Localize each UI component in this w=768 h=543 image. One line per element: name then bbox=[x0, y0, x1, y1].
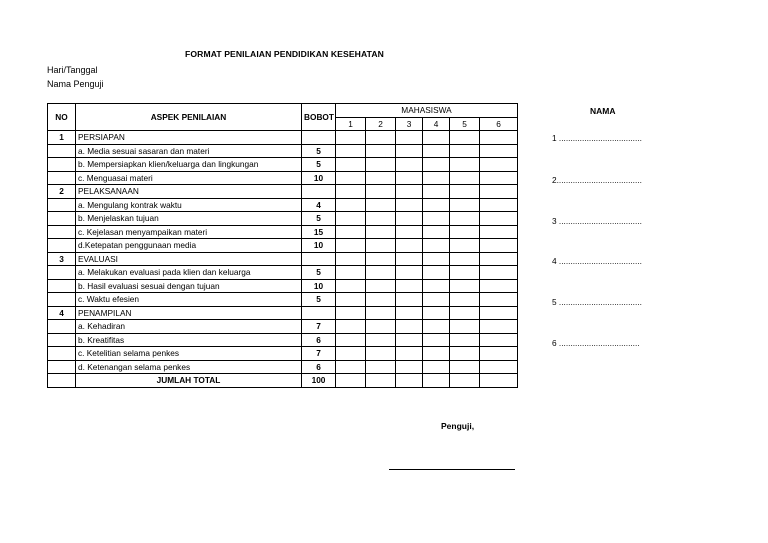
bobot-value: 5 bbox=[302, 266, 336, 280]
aspek-item: c. Menguasai materi bbox=[76, 171, 302, 185]
col-aspek-header: ASPEK PENILAIAN bbox=[76, 104, 302, 131]
score-cell[interactable] bbox=[396, 239, 423, 253]
aspek-item: a. Kehadiran bbox=[76, 320, 302, 334]
score-cell[interactable] bbox=[366, 333, 396, 347]
row-no bbox=[48, 198, 76, 212]
row-no: 4 bbox=[48, 306, 76, 320]
score-cell[interactable] bbox=[396, 198, 423, 212]
score-cell[interactable] bbox=[423, 198, 450, 212]
score-cell[interactable] bbox=[336, 225, 366, 239]
total-value: 100 bbox=[302, 374, 336, 388]
total-score-cell[interactable] bbox=[480, 374, 518, 388]
row-no bbox=[48, 293, 76, 307]
score-cell[interactable] bbox=[396, 171, 423, 185]
page-title: FORMAT PENILAIAN PENDIDIKAN KESEHATAN bbox=[185, 49, 384, 59]
bobot-value: 5 bbox=[302, 212, 336, 226]
nama-line[interactable]: 2..................................... bbox=[552, 175, 642, 185]
aspek-item: a. Mengulang kontrak waktu bbox=[76, 198, 302, 212]
assessment-table bbox=[47, 103, 518, 388]
total-score-cell[interactable] bbox=[423, 374, 450, 388]
score-cell[interactable] bbox=[423, 293, 450, 307]
score-cell[interactable] bbox=[366, 185, 396, 199]
score-cell[interactable] bbox=[336, 347, 366, 361]
table-row bbox=[48, 225, 518, 239]
bobot-value: 10 bbox=[302, 279, 336, 293]
score-cell[interactable] bbox=[480, 347, 518, 361]
row-no bbox=[48, 347, 76, 361]
score-cell[interactable] bbox=[450, 360, 480, 374]
aspek-item: b. Menjelaskan tujuan bbox=[76, 212, 302, 226]
score-cell[interactable] bbox=[336, 279, 366, 293]
bobot-value: 6 bbox=[302, 333, 336, 347]
section-heading: PELAKSANAAN bbox=[76, 185, 302, 199]
signature-line bbox=[389, 469, 515, 470]
score-cell[interactable] bbox=[366, 347, 396, 361]
score-cell[interactable] bbox=[336, 212, 366, 226]
score-cell[interactable] bbox=[480, 171, 518, 185]
score-cell[interactable] bbox=[366, 266, 396, 280]
bobot-value: 7 bbox=[302, 320, 336, 334]
score-cell[interactable] bbox=[366, 360, 396, 374]
nama-line[interactable]: 6 ................................... bbox=[552, 338, 640, 348]
score-cell[interactable] bbox=[423, 360, 450, 374]
score-cell[interactable] bbox=[396, 333, 423, 347]
bobot-value: 4 bbox=[302, 198, 336, 212]
table-row bbox=[48, 158, 518, 172]
aspek-item: d. Ketenangan selama penkes bbox=[76, 360, 302, 374]
bobot-value bbox=[302, 252, 336, 266]
score-cell[interactable] bbox=[480, 131, 518, 145]
table-row bbox=[48, 171, 518, 185]
bobot-value: 6 bbox=[302, 360, 336, 374]
score-cell[interactable] bbox=[423, 185, 450, 199]
student-col-header: 3 bbox=[396, 117, 423, 131]
bobot-value: 7 bbox=[302, 347, 336, 361]
score-cell[interactable] bbox=[480, 360, 518, 374]
score-cell[interactable] bbox=[480, 306, 518, 320]
aspek-item: c. Ketelitian selama penkes bbox=[76, 347, 302, 361]
score-cell[interactable] bbox=[480, 225, 518, 239]
table-header-row bbox=[48, 104, 518, 118]
row-no: 2 bbox=[48, 185, 76, 199]
score-cell[interactable] bbox=[423, 347, 450, 361]
section-heading: EVALUASI bbox=[76, 252, 302, 266]
score-cell[interactable] bbox=[336, 144, 366, 158]
score-cell[interactable] bbox=[423, 279, 450, 293]
score-cell[interactable] bbox=[366, 239, 396, 253]
score-cell[interactable] bbox=[450, 131, 480, 145]
aspek-item: a. Melakukan evaluasi pada klien dan keluarga bbox=[76, 266, 302, 280]
score-cell[interactable] bbox=[450, 320, 480, 334]
aspek-item: b. Hasil evaluasi sesuai dengan tujuan bbox=[76, 279, 302, 293]
score-cell[interactable] bbox=[396, 252, 423, 266]
score-cell[interactable] bbox=[396, 158, 423, 172]
bobot-value bbox=[302, 185, 336, 199]
score-cell[interactable] bbox=[336, 239, 366, 253]
table-row bbox=[48, 131, 518, 145]
bobot-value bbox=[302, 131, 336, 145]
section-heading: PERSIAPAN bbox=[76, 131, 302, 145]
table-row bbox=[48, 239, 518, 253]
score-cell[interactable] bbox=[396, 306, 423, 320]
score-cell[interactable] bbox=[480, 293, 518, 307]
nama-line[interactable]: 5 .................................... bbox=[552, 297, 642, 307]
table-row bbox=[48, 306, 518, 320]
score-cell[interactable] bbox=[336, 185, 366, 199]
row-no bbox=[48, 239, 76, 253]
nama-line[interactable]: 3 .................................... bbox=[552, 216, 642, 226]
col-no-header: NO bbox=[48, 104, 76, 131]
score-cell[interactable] bbox=[423, 171, 450, 185]
score-cell[interactable] bbox=[450, 252, 480, 266]
score-cell[interactable] bbox=[336, 360, 366, 374]
table-row bbox=[48, 144, 518, 158]
score-cell[interactable] bbox=[450, 198, 480, 212]
score-cell[interactable] bbox=[336, 171, 366, 185]
row-no bbox=[48, 320, 76, 334]
nama-line[interactable]: 4 .................................... bbox=[552, 256, 642, 266]
total-score-cell[interactable] bbox=[450, 374, 480, 388]
bobot-value: 10 bbox=[302, 239, 336, 253]
score-cell[interactable] bbox=[396, 320, 423, 334]
total-label: JUMLAH TOTAL bbox=[76, 374, 302, 388]
score-cell[interactable] bbox=[366, 212, 396, 226]
score-cell[interactable] bbox=[366, 144, 396, 158]
bobot-value: 15 bbox=[302, 225, 336, 239]
table-row bbox=[48, 320, 518, 334]
table-row bbox=[48, 360, 518, 374]
score-cell[interactable] bbox=[396, 293, 423, 307]
score-cell[interactable] bbox=[396, 347, 423, 361]
score-cell[interactable] bbox=[480, 212, 518, 226]
score-cell[interactable] bbox=[366, 279, 396, 293]
score-cell[interactable] bbox=[366, 171, 396, 185]
score-cell[interactable] bbox=[450, 306, 480, 320]
score-cell[interactable] bbox=[336, 252, 366, 266]
row-no bbox=[48, 212, 76, 226]
score-cell[interactable] bbox=[336, 306, 366, 320]
score-cell[interactable] bbox=[396, 212, 423, 226]
score-cell[interactable] bbox=[480, 185, 518, 199]
score-cell[interactable] bbox=[450, 185, 480, 199]
nama-line[interactable]: 1 .................................... bbox=[552, 133, 642, 143]
score-cell[interactable] bbox=[480, 279, 518, 293]
total-no-cell bbox=[48, 374, 76, 388]
score-cell[interactable] bbox=[450, 333, 480, 347]
student-col-header: 4 bbox=[423, 117, 450, 131]
row-no bbox=[48, 333, 76, 347]
table-row bbox=[48, 185, 518, 199]
student-col-header: 5 bbox=[450, 117, 480, 131]
table-row bbox=[48, 198, 518, 212]
row-no bbox=[48, 360, 76, 374]
table-row bbox=[48, 266, 518, 280]
row-no bbox=[48, 144, 76, 158]
score-cell[interactable] bbox=[336, 266, 366, 280]
score-cell[interactable] bbox=[396, 225, 423, 239]
score-cell[interactable] bbox=[450, 266, 480, 280]
score-cell[interactable] bbox=[336, 158, 366, 172]
row-no bbox=[48, 266, 76, 280]
bobot-value bbox=[302, 306, 336, 320]
row-no bbox=[48, 225, 76, 239]
score-cell[interactable] bbox=[480, 239, 518, 253]
total-row bbox=[48, 374, 518, 388]
score-cell[interactable] bbox=[480, 333, 518, 347]
score-cell[interactable] bbox=[396, 279, 423, 293]
bobot-value: 5 bbox=[302, 293, 336, 307]
total-score-cell[interactable] bbox=[366, 374, 396, 388]
score-cell[interactable] bbox=[480, 158, 518, 172]
score-cell[interactable] bbox=[423, 333, 450, 347]
table-row bbox=[48, 212, 518, 226]
table-row bbox=[48, 252, 518, 266]
table-row bbox=[48, 347, 518, 361]
row-no: 3 bbox=[48, 252, 76, 266]
col-mahasiswa-header: MAHASISWA bbox=[336, 104, 518, 118]
row-no bbox=[48, 158, 76, 172]
nama-penguji-label: Nama Penguji bbox=[47, 79, 104, 89]
score-cell[interactable] bbox=[366, 131, 396, 145]
score-cell[interactable] bbox=[450, 171, 480, 185]
aspek-item: a. Media sesuai sasaran dan materi bbox=[76, 144, 302, 158]
row-no: 1 bbox=[48, 131, 76, 145]
score-cell[interactable] bbox=[450, 212, 480, 226]
score-cell[interactable] bbox=[450, 158, 480, 172]
section-heading: PENAMPILAN bbox=[76, 306, 302, 320]
total-score-cell[interactable] bbox=[336, 374, 366, 388]
score-cell[interactable] bbox=[450, 279, 480, 293]
score-cell[interactable] bbox=[480, 320, 518, 334]
score-cell[interactable] bbox=[423, 266, 450, 280]
aspek-item: c. Kejelasan menyampaikan materi bbox=[76, 225, 302, 239]
table-row bbox=[48, 279, 518, 293]
score-cell[interactable] bbox=[366, 252, 396, 266]
aspek-item: c. Waktu efesien bbox=[76, 293, 302, 307]
nama-title: NAMA bbox=[590, 106, 616, 116]
student-col-header: 6 bbox=[480, 117, 518, 131]
score-cell[interactable] bbox=[480, 144, 518, 158]
score-cell[interactable] bbox=[480, 198, 518, 212]
score-cell[interactable] bbox=[480, 252, 518, 266]
score-cell[interactable] bbox=[450, 144, 480, 158]
score-cell[interactable] bbox=[423, 252, 450, 266]
score-cell[interactable] bbox=[396, 266, 423, 280]
score-cell[interactable] bbox=[366, 198, 396, 212]
aspek-item: d.Ketepatan penggunaan media bbox=[76, 239, 302, 253]
score-cell[interactable] bbox=[423, 212, 450, 226]
score-cell[interactable] bbox=[336, 320, 366, 334]
score-cell[interactable] bbox=[450, 225, 480, 239]
col-bobot-header: BOBOT bbox=[302, 104, 336, 131]
score-cell[interactable] bbox=[423, 131, 450, 145]
score-cell[interactable] bbox=[450, 293, 480, 307]
penguji-label: Penguji, bbox=[441, 421, 475, 431]
score-cell[interactable] bbox=[336, 131, 366, 145]
score-cell[interactable] bbox=[450, 239, 480, 253]
score-cell[interactable] bbox=[396, 131, 423, 145]
row-no bbox=[48, 279, 76, 293]
table-row bbox=[48, 333, 518, 347]
score-cell[interactable] bbox=[423, 144, 450, 158]
score-cell[interactable] bbox=[423, 320, 450, 334]
score-cell[interactable] bbox=[366, 320, 396, 334]
score-cell[interactable] bbox=[423, 225, 450, 239]
score-cell[interactable] bbox=[336, 333, 366, 347]
score-cell[interactable] bbox=[480, 266, 518, 280]
score-cell[interactable] bbox=[423, 306, 450, 320]
score-cell[interactable] bbox=[366, 293, 396, 307]
total-score-cell[interactable] bbox=[396, 374, 423, 388]
bobot-value: 10 bbox=[302, 171, 336, 185]
hari-tanggal-label: Hari/Tanggal bbox=[47, 65, 98, 75]
score-cell[interactable] bbox=[336, 198, 366, 212]
score-cell[interactable] bbox=[423, 158, 450, 172]
score-cell[interactable] bbox=[423, 239, 450, 253]
bobot-value: 5 bbox=[302, 158, 336, 172]
student-col-header: 2 bbox=[366, 117, 396, 131]
score-cell[interactable] bbox=[366, 225, 396, 239]
row-no bbox=[48, 171, 76, 185]
bobot-value: 5 bbox=[302, 144, 336, 158]
table-row bbox=[48, 293, 518, 307]
score-cell[interactable] bbox=[366, 158, 396, 172]
score-cell[interactable] bbox=[396, 185, 423, 199]
student-col-header: 1 bbox=[336, 117, 366, 131]
aspek-item: b. Mempersiapkan klien/keluarga dan lingkungan bbox=[76, 158, 302, 172]
score-cell[interactable] bbox=[336, 293, 366, 307]
aspek-item: b. Kreatifitas bbox=[76, 333, 302, 347]
score-cell[interactable] bbox=[450, 347, 480, 361]
score-cell[interactable] bbox=[366, 306, 396, 320]
score-cell[interactable] bbox=[396, 144, 423, 158]
score-cell[interactable] bbox=[396, 360, 423, 374]
